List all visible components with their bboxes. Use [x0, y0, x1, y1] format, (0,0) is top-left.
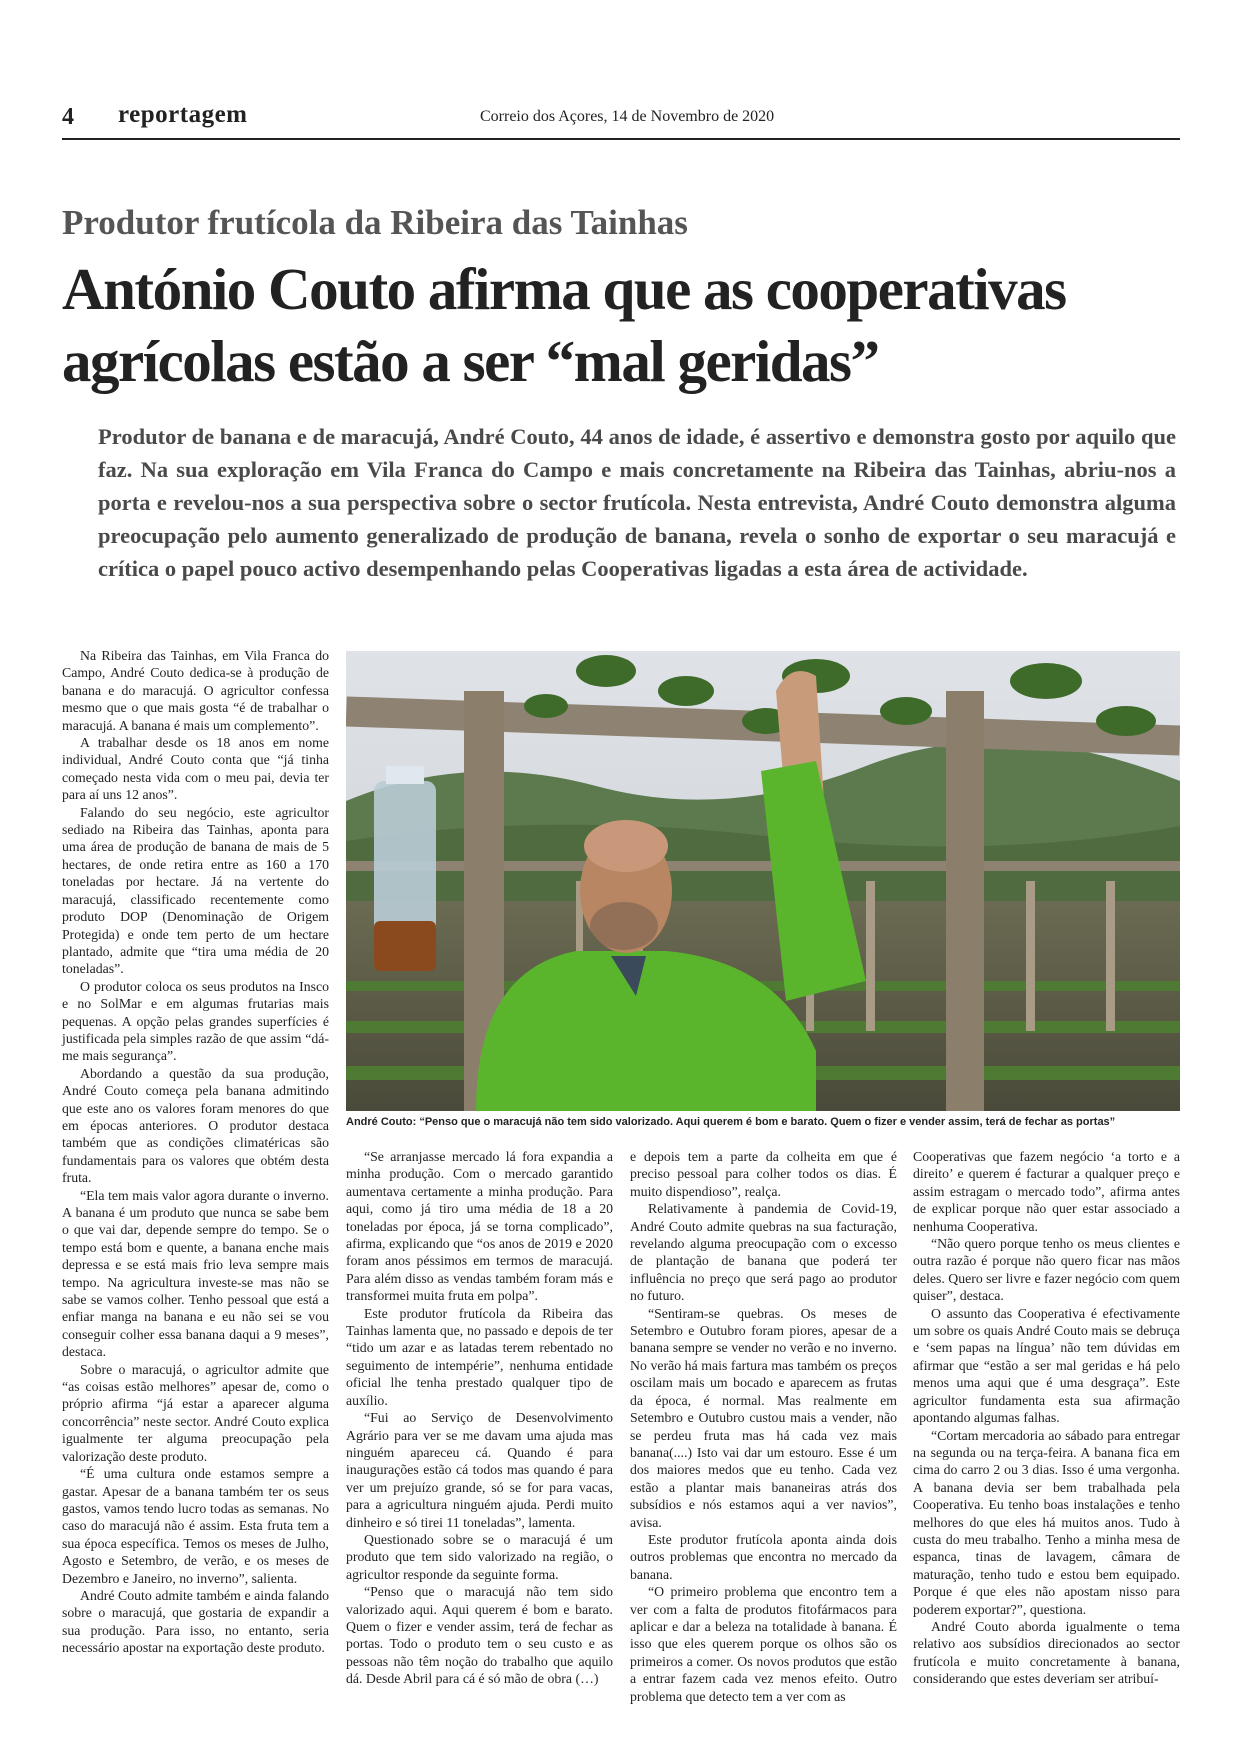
article-paragraph: “O primeiro problema que encontro tem a ver com a falta de produtos fitofármacos para aplicar e dar a beleza na totalidade à banana. É isso que eles querem porque os olhos são os primeiros a comer. Os novos produtos que estão a entrar fazem cada vez menos efeito. Outro problema que detecto tem a ver com as	[630, 1584, 897, 1704]
article-paragraph: “Penso que o maracujá não tem sido valorizado aqui. Aqui querem é bom e barato. Quem o fizer e vender assim, terá de fechar as portas. Todo o produto tem o seu custo e as pessoas não têm noção do trabalho que aquilo dá. Desde Abril para cá é só mão de obra (…)	[346, 1584, 613, 1687]
article-paragraph: A trabalhar desde os 18 anos em nome individual, André Couto conta que “já tinha começado nesta vida com o meu pai, devia ter para aí uns 12 anos”.	[62, 735, 329, 803]
article-column-1	[62, 647, 329, 1657]
article-paragraph: Falando do seu negócio, este agricultor sediado na Ribeira das Tainhas, aponta para uma área de produção de banana de mais de 5 hectares, de onde retira entre as 160 a 170 toneladas por hectare. Já na vertente do maracujá, classificado recentemente como produto DOP (Denominação de Origem Protegida) e onde tem perto de um hectare plantado, admite que “tira uma média de 20 toneladas”.	[62, 804, 329, 977]
article-paragraph: “É uma cultura onde estamos sempre a gastar. Apesar de a banana também ter os seus gastos, vamos tendo lucro todas as semanas. No caso do maracujá não é assim. Esta fruta tem a sua época específica. Temos os meses de Julho, Agosto e Setembro, de verão, e os meses de Dezembro e Janeiro, no inverno”, salienta.	[62, 1466, 329, 1586]
photo-caption: André Couto: “Penso que o maracujá não tem sido valorizado. Aqui querem é bom e barato. Quem o fizer e vender assim, terá de fechar as portas”	[346, 1116, 1116, 1128]
article-paragraph: Este produtor frutícola da Ribeira das Tainhas lamenta que, no passado e depois de ter “tido um azar e as latadas terem rebentado no seguimento de intempérie”, nenhuma entidade oficial lhe tenha prestado qualquer tipo de auxílio.	[346, 1305, 613, 1408]
article-paragraph: André Couto admite também e ainda falando sobre o maracujá, que gostaria de expandir a sua produção. Para isso, no entanto, seria necessário apostar na exportação deste produto.	[62, 1587, 329, 1656]
article-paragraph: “Fui ao Serviço de Desenvolvimento Agrário para ver se me davam uma ajuda mas ninguém apareceu cá. Quando é para inaugurações estão cá todos mas quando é para ver um prejuízo grande, só se for para vacas, para a agricultura ninguém ajuda. Perdi muito dinheiro e só tirei 11 toneladas”, lamenta.	[346, 1410, 613, 1530]
article-column-4	[913, 1148, 1180, 1688]
article-paragraph: Sobre o maracujá, o agricultor admite que “as coisas estão melhores” apesar de, como o próprio afirma “já estar a aparecer alguma concorrência” neste sector. André Couto explica igualmente ter alguma preocupação pela valorização deste produto.	[62, 1361, 329, 1464]
article-column-2	[346, 1148, 613, 1688]
article-paragraph: “Se arranjasse mercado lá fora expandia a minha produção. Com o mercado garantido aumentava certamente a minha produção. Para aqui, como já tiro uma média de 18 a 20 toneladas por época, já se torna complicado”, afirma, explicando que “os anos de 2019 e 2020 foram anos péssimos em termos de maracujá. Para além disso as vendas também foram más e transformei muita fruta em polpa”.	[346, 1149, 613, 1304]
page-number: 4	[62, 104, 74, 130]
article-lead: Produtor de banana e de maracujá, André Couto, 44 anos de idade, é assertivo e demonstra gosto por aquilo que faz. Na sua exploração em Vila Franca do Campo e mais concretamente na Ribeira das Tainhas, abriu-nos a porta e revelou-nos a sua perspectiva sobre o sector frutícola. Nesta entrevista, André Couto demonstra alguma preocupação pelo aumento generalizado de produção de banana, revela o sonho de exportar o seu maracujá e crítica o papel pouco activo desempenhando pelas Cooperativas ligadas a esta área de actividade.	[98, 424, 1176, 581]
article-paragraph: “Cortam mercadoria ao sábado para entregar na segunda ou na terça-feira. A banana fica em cima do carro 2 ou 3 dias. Isso é uma vergonha. A banana devia ser bem trabalhada pela Cooperativa. Eu tenho boas instalações e tenho melhores do que eles há muitos anos. Tudo à custa do meu trabalho. Tenho a minha mesa de espanca, tinas de lavagem, câmara de maturação, tenho tudo e estou bem equipado. Porque é que eles não apostam nisso para poderem exportar?”, questiona.	[913, 1427, 1180, 1617]
article-paragraph: Abordando a questão da sua produção, André Couto começa pela banana admitindo que este ano os valores foram menores do que em épocas anteriores. O produtor destaca também que as condições climatéricas são fundamentais para os valores que obtém desta fruta.	[62, 1065, 329, 1186]
article-column-3	[630, 1148, 897, 1705]
article-paragraph: Questionado sobre se o maracujá é um produto que tem sido valorizado na região, o agricultor responde da seguinte forma.	[346, 1531, 613, 1582]
article-paragraph: Relativamente à pandemia de Covid-19, André Couto admite quebras na sua facturação, revelando alguma preocupação com o excesso de plantação de banana que poderá ter influência no preço que será pago ao produtor no futuro.	[630, 1201, 897, 1304]
article-paragraph: Cooperativas que fazem negócio ‘a torto e a direito’ e querem é facturar a qualquer preço e assim estragam o mercado todo”, afirma antes de explicar porque não quer estar associado a nenhuma Cooperativa.	[913, 1149, 1180, 1234]
section-name: reportagem	[118, 101, 248, 128]
article-paragraph: “Ela tem mais valor agora durante o inverno. A banana é um produto que nunca se sabe bem o que vai dar, depende sempre do tempo. Se o tempo está bom e quente, a banana enche mais depressa e se está mais frio leva sempre mais tempo. Na agricultura investe-se mas não se sabe se vamos colher. Tenho pessoal que está a enfiar manga na banana e eu não sei se vou conseguir colher essa banana daqui a 9 meses”, destaca.	[62, 1187, 329, 1360]
publication-date: Correio dos Açores, 14 de Novembro de 2020	[480, 108, 775, 125]
article-paragraph: “Sentiram-se quebras. Os meses de Setembro e Outubro foram piores, apesar de a banana sempre se vender no verão e no inverno. No verão há mais fartura mas também os preços oscilam mais um bocado e aparecem as frutas da época, é normal. Mas realmente em Setembro e Outubro custou mais a vender, não se perdeu fruta mas há cada vez mais banana(....) Isto vai dar um estouro. Esse é um dos maiores medos que eu tenho. Cada vez estão a plantar mais bananeiras atrás dos subsídios e nós estamos aqui a ver navios”, avisa.	[630, 1305, 897, 1530]
farmer-photo-illustration	[346, 651, 1180, 1111]
article-headline: António Couto afirma que as cooperativas agrícolas estão a ser “mal geridas”	[62, 256, 1066, 394]
article-paragraph: Na Ribeira das Tainhas, em Vila Franca do Campo, André Couto dedica-se à produção de banana e do maracujá. O agricultor confessa mesmo que o que mais gosta “é de trabalhar o maracujá. A banana é mais um complemento”.	[62, 648, 329, 733]
article-paragraph: “Não quero porque tenho os meus clientes e outra razão é porque não quero ficar nas mãos deles. Quero ser livre e fazer negócio com quem quiser”, destaca.	[913, 1236, 1181, 1304]
article-photo	[346, 651, 1180, 1111]
article-paragraph: Este produtor frutícola aponta ainda dois outros problemas que encontra no mercado da banana.	[630, 1531, 897, 1582]
article-paragraph: e depois tem a parte da colheita em que é preciso pessoal para colher todos os dias. É muito dispendioso”, realça.	[630, 1149, 897, 1199]
article-paragraph: O produtor coloca os seus produtos na Insco e no SolMar e em algumas frutarias mais pequenas. A opção pelas grandes superfícies é justificada pela simples razão de que assim “dá-me mais segurança”.	[62, 978, 329, 1064]
article-paragraph: André Couto aborda igualmente o tema relativo aos subsídios direcionados ao sector frutícola e muito concretamente à banana, considerando que estes deveriam ser atribuí-	[913, 1618, 1180, 1687]
article-kicker: Produtor frutícola da Ribeira das Tainhas	[62, 203, 688, 242]
page-header	[62, 100, 1180, 140]
article-paragraph: O assunto das Cooperativa é efectivamente um sobre os quais André Couto mais se debruça e ‘sem papas na língua’ não tem dúvidas em afirmar que “estão a ser mal geridas e há pelo menos uma aqui que é uma desgraça”. Este agricultor fundamenta esta sua afirmação apontando algumas falhas.	[913, 1305, 1180, 1426]
